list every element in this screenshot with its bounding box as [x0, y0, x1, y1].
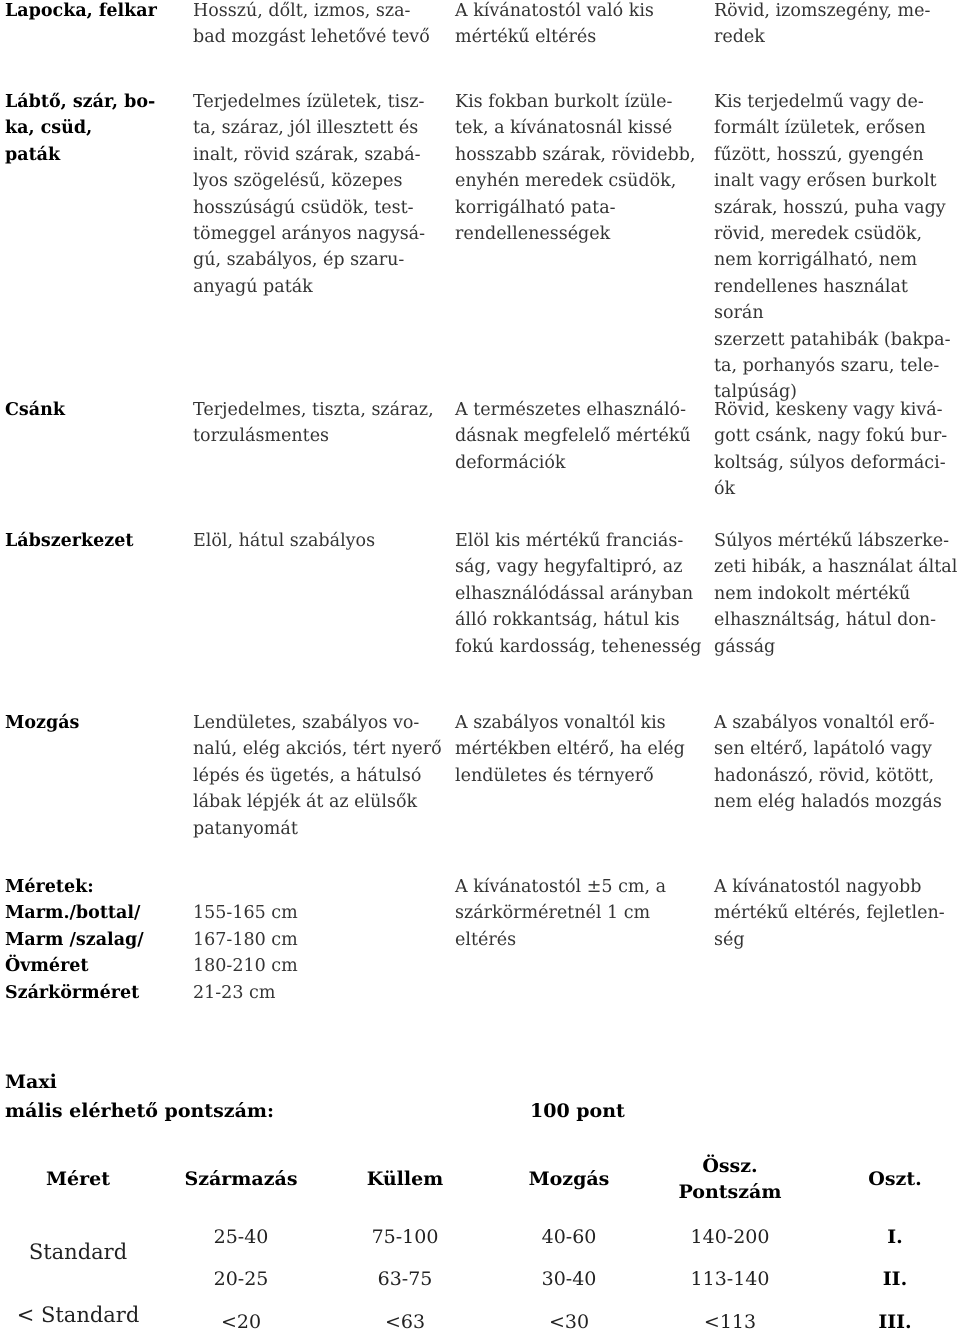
criteria-acceptable: A kívánatostól ±5 cm, a szárkörméretnél 1 cm eltérés [455, 877, 667, 950]
criteria-faulty: Súlyos mértékű lábszerke- zeti hibák, a használat által nem indokolt mértékű elhasználtság, hátul don- gásság [714, 531, 958, 657]
criteria-ideal: Lendületes, szabályos vo- nalú, elég akciós, tért nyerő lépés és ügetés, a hátulsó lábak lépjék át az elülsők patanyomát [193, 713, 442, 839]
criteria-acceptable: Elöl kis mértékű franciás- ság, vagy hegyfaltipró, az elhasználódással arányban álló rokkantság, hátul kis fokú kardosság, tehenesség [455, 531, 702, 657]
criteria-ideal: Hosszú, dőlt, izmos, sza- bad mozgást lehetővé tevő [193, 1, 430, 48]
cell-mozgas: 40-60 [541, 1226, 597, 1248]
cell-szarmazas: 25-40 [213, 1226, 269, 1248]
cell-ossz: 113-140 [690, 1268, 770, 1290]
max-score-label: Maxi mális elérhető pontszám: [5, 1071, 274, 1122]
cell-ossz: <113 [703, 1311, 757, 1333]
criteria-faulty: A szabályos vonaltól erő- sen eltérő, lapátoló vagy hadonászó, rövid, kötött, nem elég haladós mozgás [714, 713, 942, 813]
header-kullem: Küllem [366, 1168, 444, 1190]
row-label-standard: Standard [28, 1240, 128, 1264]
criteria-ideal: Terjedelmes, tiszta, száraz, torzulásmentes [193, 400, 434, 447]
max-score-value: 100 pont [530, 1100, 625, 1122]
criteria-label: Mozgás [5, 713, 80, 733]
criteria-acceptable: Kis fokban burkolt ízüle- tek, a kívánatosnál kissé hosszabb szárak, rövidebb, enyhén meredek csüdök, korrigálható pata- rendellenességek [455, 92, 696, 245]
measurement-labels: Méretek: Marm./bottal/ Marm /szalag/ Övméret Szárkörméret [5, 877, 144, 1003]
criteria-faulty: Rövid, keskeny vagy kivá- gott csánk, nagy fokú bur- koltság, súlyos deformáci- ók [714, 400, 948, 500]
header-szarmazas: Származás [184, 1168, 298, 1190]
criteria-faulty: A kívánatostól nagyobb mértékű eltérés, fejletlen- ség [714, 877, 945, 950]
header-mozgas: Mozgás [528, 1168, 610, 1190]
cell-oszt: III. [878, 1311, 912, 1333]
criteria-faulty: Kis terjedelmű vagy de- formált ízületek, erősen fűzött, hosszú, gyengén inalt vagy erősen burkolt szárak, hosszú, puha vagy rövid, meredek csüdök, nem korrigálható, nem rendellenes használat során szerzett patahibák (bakpa- ta, porhanyós szaru, tele- talpúság) [714, 92, 951, 403]
criteria-acceptable: A kívánatostól való kis mértékű eltérés [455, 1, 654, 48]
criteria-acceptable: A szabályos vonaltól kis mértékben eltérő, ha elég lendületes és térnyerő [455, 713, 685, 786]
cell-ossz: 140-200 [690, 1226, 770, 1248]
cell-szarmazas: <20 [220, 1311, 262, 1333]
header-oszt: Oszt. [868, 1168, 922, 1190]
header-meret: Méret [46, 1168, 110, 1190]
criteria-label: Lapocka, felkar [5, 1, 157, 21]
criteria-label: Lábtő, szár, bo- ka, csüd, paták [5, 92, 156, 165]
cell-mozgas: 30-40 [541, 1268, 597, 1290]
criteria-label: Lábszerkezet [5, 531, 134, 551]
cell-oszt: II. [882, 1268, 908, 1290]
criteria-acceptable: A természetes elhasználó- dásnak megfelelő mértékű deformációk [455, 400, 691, 473]
criteria-faulty: Rövid, izomszegény, me- redek [714, 1, 931, 48]
cell-kullem: 75-100 [371, 1226, 439, 1248]
criteria-label: Csánk [5, 400, 65, 420]
cell-oszt: I. [887, 1226, 903, 1248]
measurement-values: 155-165 cm 167-180 cm 180-210 cm 21-23 cm [193, 903, 298, 1003]
cell-kullem: 63-75 [377, 1268, 433, 1290]
header-ossz-pontszam: Össz. Pontszám [678, 1155, 782, 1203]
cell-kullem: <63 [384, 1311, 426, 1333]
classification-table [0, 1150, 960, 1333]
cell-szarmazas: 20-25 [213, 1268, 269, 1290]
criteria-ideal: Terjedelmes ízületek, tisz- ta, száraz, jól illesztett és inalt, rövid szárak, szabá- lyos szögelésű, közepes hosszúságú csüdök, test- tömeggel arányos nagysá- gú, szabályos, ép szaru- anyagú paták [193, 92, 426, 297]
criteria-ideal: Elöl, hátul szabályos [193, 531, 376, 551]
row-label-below-standard: < Standard [16, 1303, 140, 1327]
cell-mozgas: <30 [548, 1311, 590, 1333]
